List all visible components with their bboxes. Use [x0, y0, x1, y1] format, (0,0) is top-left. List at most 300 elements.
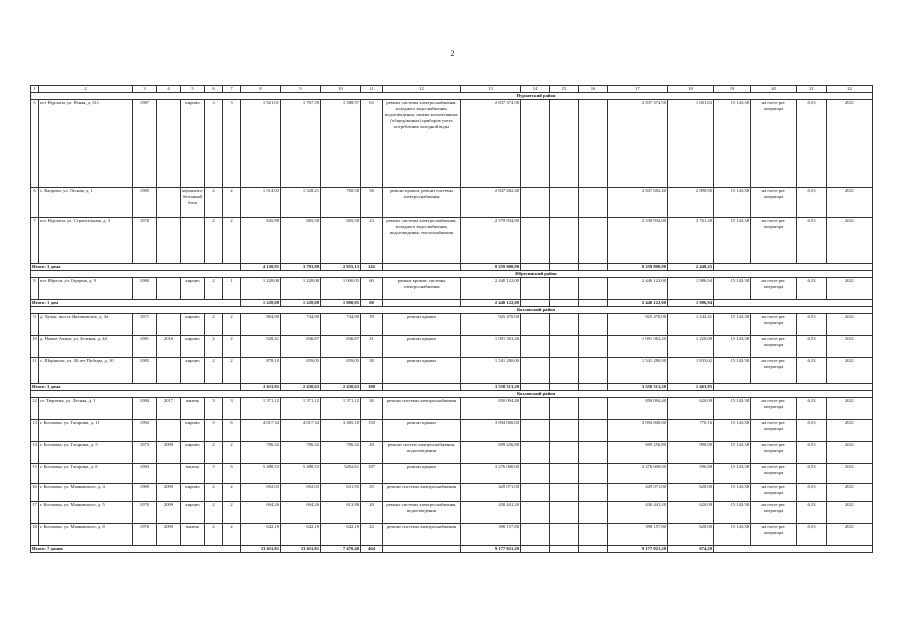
- unit-cost: 770,16: [668, 420, 714, 442]
- reconstruction-year: [157, 420, 181, 442]
- wall-material: панель: [181, 524, 205, 546]
- unit-cost: 620,00: [668, 398, 714, 420]
- table-row: [31, 484, 873, 502]
- cell-empty: [579, 524, 608, 546]
- entrances: 3: [223, 100, 241, 188]
- repair-cost: 925 470,00: [461, 314, 521, 336]
- row-number: 9: [31, 314, 39, 336]
- floors: 2: [205, 336, 223, 358]
- column-number: 8: [241, 86, 281, 93]
- year-built: 1980: [133, 278, 157, 300]
- repair-works: ремонт системы электроснабжения: [383, 398, 461, 420]
- total-row: [31, 384, 873, 391]
- private-area: 1 588,97: [321, 100, 361, 188]
- total-area: 642,19: [241, 524, 281, 546]
- wall-material: панель: [181, 398, 205, 420]
- cost-limit: 15 143,38: [714, 502, 751, 524]
- cell-empty: [714, 384, 873, 391]
- unit-cost: 3 761,49: [668, 218, 714, 264]
- entrances: 2: [223, 314, 241, 336]
- district-header-row: [31, 307, 873, 314]
- repair-works: ремонт системы электроснабжения, холодного водоснабжения, водоотведения, замена коллективных (общедомовых) приборов учета потребления холодной воды: [383, 100, 461, 188]
- cell-empty: [550, 188, 579, 218]
- completion-year: 2021: [827, 188, 873, 218]
- funding-source: на счете рег. оператора: [751, 398, 797, 420]
- residents: 39: [361, 314, 383, 336]
- capital-repair-table: [30, 85, 873, 553]
- column-number: 6: [205, 86, 223, 93]
- completion-year: 2021: [827, 336, 873, 358]
- living-area: 1 228,08: [281, 300, 321, 307]
- row-number: 6: [31, 188, 39, 218]
- completion-year: 2021: [827, 100, 873, 188]
- cell-empty: [550, 264, 579, 271]
- reconstruction-year: 2009: [157, 524, 181, 546]
- wall-material: кирпич: [181, 358, 205, 384]
- address: д. Хучак, шоссе Янтиковское, д. 3а: [39, 314, 133, 336]
- cell-empty: [383, 300, 461, 307]
- column-number: 18: [668, 86, 714, 93]
- completion-year: 2021: [827, 442, 873, 464]
- cost-limit: 15 143,38: [714, 314, 751, 336]
- cost-total: 2 847 682,40: [608, 188, 668, 218]
- district-name: Нурлатский район: [31, 93, 873, 100]
- row-number: 5: [31, 100, 39, 188]
- year-built: 1970: [133, 502, 157, 524]
- cost-limit: 15 143,38: [714, 358, 751, 384]
- cost-limit: 15 143,38: [714, 398, 751, 420]
- wall-material: кирпич: [181, 420, 205, 442]
- table-row: [31, 442, 873, 464]
- total-row: [31, 264, 873, 271]
- floors: 5: [205, 464, 223, 484]
- cell-empty: [550, 336, 579, 358]
- unit-cost: 2 448,25: [668, 264, 714, 271]
- private-area: 642,19: [321, 524, 361, 546]
- district-name: Козловский район: [31, 307, 873, 314]
- cost-total: 3 276 000,00: [608, 464, 668, 484]
- funding-source: на счете рег. оператора: [751, 336, 797, 358]
- cell-empty: [521, 218, 550, 264]
- table-row: [31, 314, 873, 336]
- cell-empty: [579, 264, 608, 271]
- private-area: 5282,61: [321, 464, 361, 484]
- address: пгт Ибреси, ул. Герцена, д. 9: [39, 278, 133, 300]
- private-area: 2 430,63: [321, 384, 361, 391]
- total-area: 2 611,05: [241, 384, 281, 391]
- completion-year: 2021: [827, 464, 873, 484]
- contribution-rate: 6,53: [797, 442, 827, 464]
- cell-empty: [579, 188, 608, 218]
- private-area: 839,05: [321, 358, 361, 384]
- living-area: 1 371,12: [281, 398, 321, 420]
- completion-year: 2021: [827, 218, 873, 264]
- reconstruction-year: [157, 358, 181, 384]
- contribution-rate: 6,53: [797, 100, 827, 188]
- repair-cost: 2 847 682,40: [461, 188, 521, 218]
- residents: 20: [361, 502, 383, 524]
- completion-year: 2021: [827, 398, 873, 420]
- living-area: 706,32: [281, 442, 321, 464]
- address: г. Козловка, ул. Маяковского, д. 5: [39, 502, 133, 524]
- column-number: 10: [321, 86, 361, 93]
- private-area: 613,98: [321, 502, 361, 524]
- year-built: 1973: [133, 442, 157, 464]
- year-built: 1984: [133, 398, 157, 420]
- residents: 23: [361, 218, 383, 264]
- floors: 3: [205, 398, 223, 420]
- cell-empty: [521, 384, 550, 391]
- cell-empty: [521, 264, 550, 271]
- cell-empty: [579, 464, 608, 484]
- cell-empty: [579, 546, 608, 553]
- completion-year: 2021: [827, 358, 873, 384]
- repair-cost: 2 440 122,00: [461, 278, 521, 300]
- repair-works: ремонт системы электроснабжения: [383, 524, 461, 546]
- repair-works: ремонт крыши: [383, 336, 461, 358]
- total-area: 694,26: [241, 502, 281, 524]
- repair-works: ремонт систем электроснабжения, водоотведения: [383, 442, 461, 464]
- residents: 56: [361, 188, 383, 218]
- entrances: 2: [223, 524, 241, 546]
- table-row: [31, 502, 873, 524]
- contribution-rate: 6,53: [797, 464, 827, 484]
- entrances: 2: [223, 358, 241, 384]
- repair-cost: 430 441,20: [461, 502, 521, 524]
- cost-total: 850 094,40: [608, 398, 668, 420]
- cost-total: 8 259 000,90: [608, 264, 668, 271]
- unit-cost: 2 890,90: [668, 188, 714, 218]
- reconstruction-year: 2016: [157, 336, 181, 358]
- cell-empty: [579, 336, 608, 358]
- repair-works: ремонт системы электроснабжения, холодного водоснабжения, водоотведения, теплоснабжения: [383, 218, 461, 264]
- repair-cost: 9 177 021,20: [461, 546, 521, 553]
- wall-material: кирпич: [181, 442, 205, 464]
- column-number: 9: [281, 86, 321, 93]
- table-row: [31, 464, 873, 484]
- living-area: 1 328,21: [281, 188, 321, 218]
- address: д. Новые Ачаки, ул. Зеленая, д. 44: [39, 336, 133, 358]
- total-area: 1 228,08: [241, 278, 281, 300]
- reconstruction-year: [157, 278, 181, 300]
- completion-year: 2021: [827, 502, 873, 524]
- private-area: 1 000,05: [321, 278, 361, 300]
- cell-empty: [550, 358, 579, 384]
- column-number: 13: [461, 86, 521, 93]
- entrances: 2: [223, 502, 241, 524]
- residents: 187: [361, 464, 383, 484]
- floors: 2: [205, 442, 223, 464]
- living-area: 744,90: [281, 314, 321, 336]
- year-built: 1992: [133, 420, 157, 442]
- cell-empty: [521, 502, 550, 524]
- reconstruction-year: [157, 314, 181, 336]
- cell-empty: [579, 398, 608, 420]
- residents: 22: [361, 524, 383, 546]
- funding-source: на счете рег. оператора: [751, 314, 797, 336]
- column-number: 11: [361, 86, 383, 93]
- address: г. Козловка, ул. Маяковского, д. 8: [39, 524, 133, 546]
- cost-limit: 15 143,38: [714, 188, 751, 218]
- repair-cost: 8 259 000,90: [461, 264, 521, 271]
- wall-material: кирпич: [181, 100, 205, 188]
- completion-year: 2021: [827, 278, 873, 300]
- repair-works: ремонт системы электроснабжения: [383, 484, 461, 502]
- cost-limit: 15 143,38: [714, 464, 751, 484]
- total-area: 706,32: [241, 442, 281, 464]
- living-area: 3 781,88: [281, 264, 321, 271]
- cell-empty: [521, 336, 550, 358]
- unit-cost: 596,88: [668, 464, 714, 484]
- repair-cost: 2 440 122,00: [461, 300, 521, 307]
- total-area: 5 488,53: [241, 464, 281, 484]
- cost-total: 398 157,80: [608, 524, 668, 546]
- cost-total: 430 441,20: [608, 502, 668, 524]
- cell-empty: [383, 384, 461, 391]
- entrances: 6: [223, 420, 241, 442]
- table-row: [31, 188, 873, 218]
- table-row: [31, 100, 873, 188]
- contribution-rate: 6,53: [797, 336, 827, 358]
- cell-empty: [521, 398, 550, 420]
- living-area: 692,05: [281, 484, 321, 502]
- contribution-rate: 6,53: [797, 524, 827, 546]
- wall-material: кирпич: [181, 314, 205, 336]
- living-area: 1 767,39: [281, 100, 321, 188]
- repair-cost: 2 579 934,90: [461, 218, 521, 264]
- repair-cost: 699 256,80: [461, 442, 521, 464]
- completion-year: 2021: [827, 524, 873, 546]
- address: ст. Тюрлема, ул. Лесная, д. 1: [39, 398, 133, 420]
- address: пгт Нурлаты, ул. Ясная, д. 311: [39, 100, 133, 188]
- cost-limit: 15 143,38: [714, 218, 751, 264]
- floors: 2: [205, 502, 223, 524]
- residents: 60: [361, 300, 383, 307]
- cell-empty: [579, 100, 608, 188]
- row-number: 10: [31, 336, 39, 358]
- total-area: 928,41: [241, 336, 281, 358]
- private-area: 631,95: [321, 484, 361, 502]
- reconstruction-year: [157, 100, 181, 188]
- column-number: 14: [521, 86, 550, 93]
- cell-empty: [550, 524, 579, 546]
- year-built: 1985: [133, 358, 157, 384]
- cell-empty: [521, 300, 550, 307]
- unit-cost: 620,00: [668, 502, 714, 524]
- cost-total: 1 091 563,20: [608, 336, 668, 358]
- floors: 2: [205, 484, 223, 502]
- column-number: 22: [827, 86, 873, 93]
- living-area: 839,05: [281, 358, 321, 384]
- funding-source: на счете рег. оператора: [751, 484, 797, 502]
- year-built: 1987: [133, 100, 157, 188]
- floors: 3: [205, 100, 223, 188]
- table-row: [31, 278, 873, 300]
- contribution-rate: 6,53: [797, 420, 827, 442]
- contribution-rate: 6,53: [797, 218, 827, 264]
- column-number: 12: [383, 86, 461, 93]
- living-area: 1 228,08: [281, 278, 321, 300]
- floors: 5: [205, 420, 223, 442]
- floors: 2: [205, 358, 223, 384]
- total-area: 4 120,91: [241, 264, 281, 271]
- cost-total: 3 558 313,20: [608, 384, 668, 391]
- total-label: Итого: 1 дом: [31, 300, 241, 307]
- row-number: 8: [31, 278, 39, 300]
- table-row: [31, 420, 873, 442]
- entrances: 2: [223, 442, 241, 464]
- cost-limit: 15 143,38: [714, 420, 751, 442]
- total-row: [31, 546, 873, 553]
- living-area: 2 430,63: [281, 384, 321, 391]
- cell-empty: [714, 546, 873, 553]
- cell-empty: [579, 384, 608, 391]
- year-built: 1983: [133, 464, 157, 484]
- cost-limit: 15 143,38: [714, 336, 751, 358]
- row-number: 14: [31, 442, 39, 464]
- living-area: 5 488,53: [281, 464, 321, 484]
- unit-cost: 620,00: [668, 484, 714, 502]
- repair-works: ремонт кровли, системы электроснабжения: [383, 278, 461, 300]
- cell-empty: [550, 314, 579, 336]
- completion-year: 2021: [827, 484, 873, 502]
- district-header-row: [31, 93, 873, 100]
- wall-material: кирпич: [181, 278, 205, 300]
- living-area: 685,58: [281, 218, 321, 264]
- living-area: 642,19: [281, 524, 321, 546]
- address: г. Козловка, ул. Гагарина, д. 5: [39, 442, 133, 464]
- residents: 35: [361, 484, 383, 502]
- repair-works: ремонт системы электроснабжения, водоотведения: [383, 502, 461, 524]
- cell-empty: [579, 484, 608, 502]
- total-area: 13 611,81: [241, 546, 281, 553]
- funding-source: на счете рег. оператора: [751, 358, 797, 384]
- column-number: 4: [157, 86, 181, 93]
- cost-total: 3 094 000,00: [608, 420, 668, 442]
- unit-cost: 990,00: [668, 442, 714, 464]
- cost-limit: 15 143,38: [714, 524, 751, 546]
- repair-works: ремонт крыши: [383, 314, 461, 336]
- funding-source: на счете рег. оператора: [751, 524, 797, 546]
- cell-empty: [579, 420, 608, 442]
- unit-cost: 620,00: [668, 524, 714, 546]
- funding-source: на счете рег. оператора: [751, 218, 797, 264]
- living-area: 13 611,81: [281, 546, 321, 553]
- column-number: 20: [751, 86, 797, 93]
- cell-empty: [579, 442, 608, 464]
- funding-source: на счете рег. оператора: [751, 420, 797, 442]
- total-area: 1 371,12: [241, 398, 281, 420]
- cost-total: 2 837 374,50: [608, 100, 668, 188]
- reconstruction-year: [157, 218, 181, 264]
- completion-year: 2021: [827, 420, 873, 442]
- residents: 38: [361, 358, 383, 384]
- unit-cost: 1 986,94: [668, 278, 714, 300]
- total-area: 4 017,34: [241, 420, 281, 442]
- row-number: 16: [31, 484, 39, 502]
- district-header-row: [31, 391, 873, 398]
- total-area: 1 514,02: [241, 188, 281, 218]
- column-number: 19: [714, 86, 751, 93]
- cell-empty: [521, 314, 550, 336]
- private-area: 7 470,48: [321, 546, 361, 553]
- column-number: 15: [550, 86, 579, 93]
- column-number: 21: [797, 86, 827, 93]
- cell-empty: [521, 442, 550, 464]
- cell-empty: [550, 464, 579, 484]
- cost-total: 2 440 122,00: [608, 300, 668, 307]
- column-number: 2: [39, 86, 133, 93]
- contribution-rate: 6,53: [797, 398, 827, 420]
- cell-empty: [550, 502, 579, 524]
- unit-cost: 1 601,63: [668, 100, 714, 188]
- row-number: 12: [31, 398, 39, 420]
- row-number: 15: [31, 464, 39, 484]
- cost-limit: 15 143,38: [714, 442, 751, 464]
- total-area: 878,10: [241, 358, 281, 384]
- repair-works: ремонт крыши: [383, 464, 461, 484]
- floors: 2: [205, 278, 223, 300]
- column-number: 7: [223, 86, 241, 93]
- funding-source: на счете рег. оператора: [751, 188, 797, 218]
- cost-total: 2 440 122,00: [608, 278, 668, 300]
- cell-empty: [579, 300, 608, 307]
- address: г. Козловка, ул. Маяковского, д. 4: [39, 484, 133, 502]
- year-built: 1971: [133, 314, 157, 336]
- reconstruction-year: 2009: [157, 502, 181, 524]
- contribution-rate: 6,53: [797, 188, 827, 218]
- residents: 464: [361, 546, 383, 553]
- completion-year: 2021: [827, 314, 873, 336]
- cell-empty: [383, 264, 461, 271]
- column-number: 5: [181, 86, 205, 93]
- cell-empty: [521, 420, 550, 442]
- cost-total: 925 470,00: [608, 314, 668, 336]
- residents: 30: [361, 398, 383, 420]
- year-built: 1969: [133, 484, 157, 502]
- table-row: [31, 398, 873, 420]
- cell-empty: [579, 278, 608, 300]
- district-name: Козловский район: [31, 391, 873, 398]
- repair-works: ремонт крыши: [383, 420, 461, 442]
- year-built: 1970: [133, 218, 157, 264]
- wall-material: панель: [181, 464, 205, 484]
- total-label: Итого: 3 дома: [31, 384, 241, 391]
- living-area: 846,87: [281, 336, 321, 358]
- address: пгт Нурлаты, ул. Строительная, д. 3: [39, 218, 133, 264]
- cell-empty: [550, 484, 579, 502]
- living-area: 4 017,34: [281, 420, 321, 442]
- cost-total: 9 177 021,20: [608, 546, 668, 553]
- reconstruction-year: 2009: [157, 442, 181, 464]
- entrances: 6: [223, 464, 241, 484]
- repair-cost: 398 157,80: [461, 524, 521, 546]
- cell-empty: [550, 278, 579, 300]
- entrances: 3: [223, 398, 241, 420]
- total-area: 1 921,01: [241, 100, 281, 188]
- private-area: 605,58: [321, 218, 361, 264]
- repair-cost: 429 071,00: [461, 484, 521, 502]
- cell-empty: [383, 546, 461, 553]
- repair-cost: 850 094,40: [461, 398, 521, 420]
- cell-empty: [579, 314, 608, 336]
- cell-empty: [579, 218, 608, 264]
- entrances: 2: [223, 188, 241, 218]
- unit-cost: 1 463,95: [668, 384, 714, 391]
- residents: 20: [361, 442, 383, 464]
- column-number: 16: [579, 86, 608, 93]
- year-built: 1981: [133, 336, 157, 358]
